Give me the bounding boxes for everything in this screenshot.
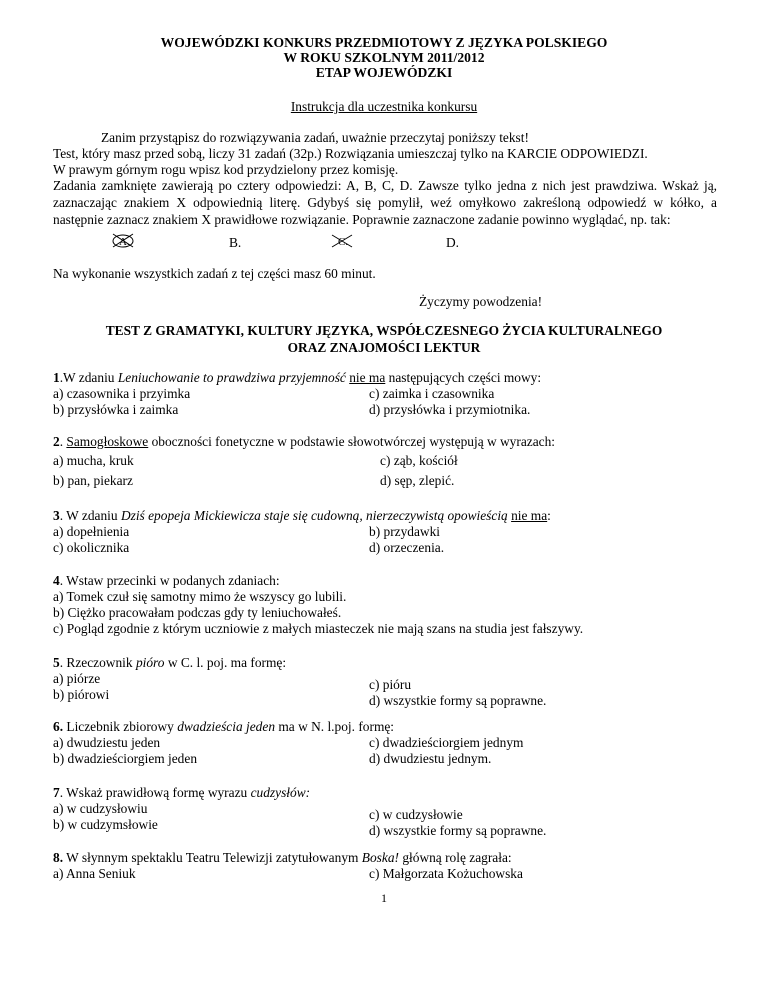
header-line-2: W ROKU SZKOLNYM 2011/2012 xyxy=(283,50,485,65)
q8-pre: W słynnym spektaklu Teatru Telewizji zatytułowanym xyxy=(63,850,362,865)
q3-post: : xyxy=(547,508,551,523)
q2-option-b: b) pan, piekarz xyxy=(53,473,133,488)
q6-option-a: a) dwudziestu jeden xyxy=(53,735,161,750)
question-1 xyxy=(53,369,541,386)
q7-italic: cudzysłów: xyxy=(250,785,311,800)
q7-option-c: c) w cudzysłowie xyxy=(369,807,463,822)
q5-option-b: b) piórowi xyxy=(53,687,110,702)
q6-number: 6. xyxy=(53,719,64,734)
q3-neg: nie ma xyxy=(511,508,548,523)
q3-pre: . W zdaniu xyxy=(59,508,121,523)
q3-option-c: c) okolicznika xyxy=(53,540,130,555)
test-title-line-2: ORAZ ZNAJOMOŚCI LEKTUR xyxy=(287,340,481,355)
q7-option-d: d) wszystkie formy są poprawne. xyxy=(369,823,547,838)
q1-option-c: c) zaimka i czasownika xyxy=(369,386,495,401)
example-crossed-c-icon xyxy=(330,232,356,254)
q5-option-a: a) piórze xyxy=(53,671,101,686)
instruction-p4: Zadania zamknięte zawierają po cztery odpowiedzi: A, B, C, D. Zawsze tylko jedna z nich jest prawdziwa. Wskaż ją, zaznaczając znakiem X odpowiednią literę. Gdybyś się pomylił, weź omyłkowo zakreśloną odpowiedź w kółko, a następnie zaznacz znakiem X prawidłowe rozwiązanie. Poprawnie zaznaczone zadanie powinno wyglądać, np. tak: xyxy=(53,178,717,227)
q1-number: 1 xyxy=(53,370,60,385)
q8-option-c: c) Małgorzata Kożuchowska xyxy=(369,866,523,881)
q3-option-d: d) orzeczenia. xyxy=(369,540,445,555)
q2-number: 2 xyxy=(53,434,60,449)
question-6 xyxy=(53,718,394,735)
q7-number: 7 xyxy=(53,785,60,800)
q5-number: 5 xyxy=(53,655,60,670)
test-title-line-1: TEST Z GRAMATYKI, KULTURY JĘZYKA, WSPÓŁCZESNEGO ŻYCIA KULTURALNEGO xyxy=(105,323,663,338)
q2-option-a: a) mucha, kruk xyxy=(53,453,134,468)
q2-option-c: c) ząb, kościół xyxy=(380,453,458,468)
example-b: B. xyxy=(229,235,242,250)
q5-option-d: d) wszystkie formy są poprawne. xyxy=(369,693,547,708)
q6-post: ma w N. l.poj. formę: xyxy=(275,719,395,734)
q1-option-b: b) przysłówka i zaimka xyxy=(53,402,179,417)
q3-italic: Dziś epopeja Mickiewicza staje się cudowną, nierzeczywistą opowieścią xyxy=(120,508,508,523)
q6-option-c: c) dwadzieściorgiem jednym xyxy=(369,735,524,750)
q8-option-a: a) Anna Seniuk xyxy=(53,866,136,881)
q8-number: 8. xyxy=(53,850,64,865)
svg-text:C.: C. xyxy=(338,236,349,248)
q6-pre: Liczebnik zbiorowy xyxy=(63,719,178,734)
instruction-p3: W prawym górnym rogu wpisz kod przydzielony przez komisję. xyxy=(53,162,399,177)
question-3 xyxy=(53,507,551,524)
q4-number: 4 xyxy=(53,573,60,588)
q6-option-d: d) dwudziestu jednym. xyxy=(369,751,492,766)
svg-text:A.: A. xyxy=(119,236,130,248)
page-number: 1 xyxy=(381,891,387,905)
q3-option-a: a) dopełnienia xyxy=(53,524,130,539)
q2-post: oboczności fonetyczne w podstawie słowotwórczej występują w wyrazach: xyxy=(148,434,556,449)
q7-option-b: b) w cudzymsłowie xyxy=(53,817,158,832)
q1-pre: .W zdaniu xyxy=(59,370,118,385)
q5-post: w C. l. poj. ma formę: xyxy=(164,655,287,670)
q2-dot: . xyxy=(59,434,67,449)
q3-option-b: b) przydawki xyxy=(369,524,441,539)
header-line-3: ETAP WOJEWÓDZKI xyxy=(315,65,453,80)
q8-post: główną rolę zagrała: xyxy=(398,850,512,865)
q1-italic: Leniuchowanie to prawdziwa przyjemność xyxy=(117,370,346,385)
q8-italic: Boska! xyxy=(361,850,399,865)
q3-number: 3 xyxy=(53,508,60,523)
q1-post: następujących części mowy: xyxy=(385,370,542,385)
q4-sentence-b: b) Ciężko pracowałam podczas gdy ty leniuchowałeś. xyxy=(53,605,342,620)
q5-pre: . Rzeczownik xyxy=(59,655,136,670)
q2-underlined: Samogłoskowe xyxy=(66,434,149,449)
question-2 xyxy=(53,433,555,450)
q7-pre: . Wskaż prawidłową formę wyrazu xyxy=(59,785,251,800)
q6-italic: dwadzieścia jeden xyxy=(177,719,276,734)
q6-option-b: b) dwadzieściorgiem jeden xyxy=(53,751,198,766)
time-note: Na wykonanie wszystkich zadań z tej części masz 60 minut. xyxy=(53,266,376,281)
header-line-1: WOJEWÓDZKI KONKURS PRZEDMIOTOWY Z JĘZYKA POLSKIEGO xyxy=(160,35,608,50)
q5-option-c: c) pióru xyxy=(369,677,412,692)
example-d: D. xyxy=(446,235,460,250)
question-5 xyxy=(53,654,286,671)
q1-option-a: a) czasownika i przyimka xyxy=(53,386,191,401)
instruction-p1: Zanim przystąpisz do rozwiązywania zadań, uważnie przeczytaj poniższy tekst! xyxy=(101,130,529,145)
q2-option-d: d) sęp, zlepić. xyxy=(380,473,455,488)
q1-neg: nie ma xyxy=(349,370,386,385)
q7-option-a: a) w cudzysłowiu xyxy=(53,801,148,816)
good-luck: Życzymy powodzenia! xyxy=(419,294,543,309)
q4-sentence-a: a) Tomek czuł się samotny mimo że wszyscy go lubili. xyxy=(53,589,347,604)
q4-post: . Wstaw przecinki w podanych zdaniach: xyxy=(59,573,280,588)
example-circled-crossed-a-icon xyxy=(110,232,138,254)
q4-sentence-c: c) Pogląd zgodnie z którym uczniowie z małych miasteczek nie mają szans na studia jest fałszywy. xyxy=(53,621,584,636)
instruction-title: Instrukcja dla uczestnika konkursu xyxy=(290,99,478,114)
question-8 xyxy=(53,849,512,866)
q5-italic: pióro xyxy=(135,655,165,670)
question-4 xyxy=(53,572,280,589)
q1-option-d: d) przysłówka i przymiotnika. xyxy=(369,402,531,417)
instruction-p2: Test, który masz przed sobą, liczy 31 zadań (32p.) Rozwiązania umieszczaj tylko na KARCIE ODPOWIEDZI. xyxy=(53,146,648,161)
question-7 xyxy=(53,784,310,801)
